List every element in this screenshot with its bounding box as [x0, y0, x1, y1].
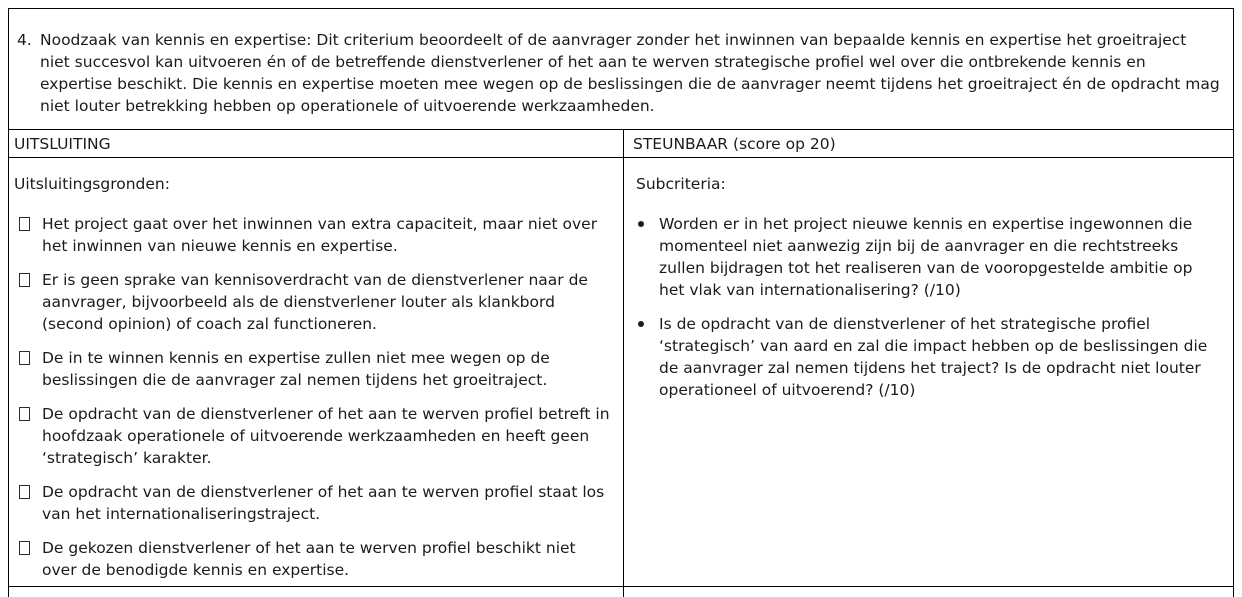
next-row-stub-left — [9, 587, 624, 597]
exclusion-cell — [9, 158, 624, 586]
next-row-stub — [9, 587, 1233, 597]
exclusion-item — [14, 481, 613, 525]
checkbox-bullet-icon — [19, 217, 30, 231]
support-item-text: Worden er in het project nieuwe kennis en expertise ingewonnen die momenteel niet aanwezig zijn bij de aanvrager en die rechtstreeks zullen bijdragen tot het realiseren van de vooropgestelde ambitie op het vlak van internationalisering? (/10) — [659, 215, 1193, 299]
support-cell — [624, 158, 1233, 586]
exclusion-item-text: De in te winnen kennis en expertise zullen niet mee wegen op de beslissingen die de aanvrager zal nemen tijdens het groeitraject. — [42, 349, 550, 389]
exclusion-subtitle: Uitsluitingsgronden: — [14, 175, 170, 193]
table-body-row — [9, 158, 1233, 587]
support-item-text: Is de opdracht van de dienstverlener of het strategische profiel ‘strategisch’ van aard en zal die impact hebben op de beslissingen die de aanvrager zal nemen tijdens het traject? Is de opdracht niet louter operationeel of uitvoerend? (/10) — [659, 315, 1208, 399]
exclusion-header-label: UITSLUITING — [14, 134, 111, 153]
header-cell-uitsluiting — [9, 130, 624, 157]
criterion-description: Noodzaak van kennis en expertise: Dit criterium beoordeelt of de aanvrager zonder het inwinnen van bepaalde kennis en expertise het groeitraject niet succesvol kan uitvoeren én of de betreffende dienstverlener of het aan te werven strategische profiel wel over die ontbrekende kennis en expertise beschikt. Die kennis en expertise moeten mee wegen op de beslissingen die de aanvrager neemt tijdens het groeitraject én de opdracht mag niet louter betrekking hebben op operationele of uitvoerende werkzaamheden. — [40, 31, 1220, 115]
support-item — [636, 313, 1219, 401]
next-row-stub-right — [624, 587, 1233, 597]
checkbox-bullet-icon — [19, 485, 30, 499]
checkbox-bullet-icon — [19, 407, 30, 421]
exclusion-item-text: De opdracht van de dienstverlener of het aan te werven profiel staat los van het internationaliseringstraject. — [42, 483, 605, 523]
support-header-label: STEUNBAAR (score op 20) — [633, 134, 836, 153]
checkbox-bullet-icon — [19, 273, 30, 287]
checkbox-bullet-icon — [19, 351, 30, 365]
exclusion-item — [14, 269, 613, 335]
exclusion-item-text: De opdracht van de dienstverlener of het aan te werven profiel betreft in hoofdzaak operationele of uitvoerende werkzaamheden en heeft geen ‘strategisch’ karakter. — [42, 405, 610, 467]
checkbox-bullet-icon — [19, 541, 30, 555]
exclusion-item — [14, 403, 613, 469]
exclusion-item — [14, 537, 613, 581]
header-cell-steunbaar — [624, 130, 1233, 157]
exclusion-item-text: Het project gaat over het inwinnen van extra capaciteit, maar niet over het inwinnen van nieuwe kennis en expertise. — [42, 215, 598, 255]
bullet-icon — [638, 321, 644, 327]
bullet-icon — [638, 221, 644, 227]
exclusion-item-text: De gekozen dienstverlener of het aan te werven profiel beschikt niet over de benodigde kennis en expertise. — [42, 539, 576, 579]
criterion-number: 4. — [17, 31, 32, 49]
criterion-intro-row — [9, 9, 1233, 130]
criterion-table — [8, 8, 1234, 597]
table-header-row — [9, 130, 1233, 158]
exclusion-item-text: Er is geen sprake van kennisoverdracht van de dienstverlener naar de aanvrager, bijvoorbeeld als de dienstverlener louter als klankbord (second opinion) of coach zal functioneren. — [42, 271, 588, 333]
support-subtitle: Subcriteria: — [636, 175, 726, 193]
support-item — [636, 213, 1219, 301]
exclusion-item — [14, 213, 613, 257]
exclusion-item — [14, 347, 613, 391]
